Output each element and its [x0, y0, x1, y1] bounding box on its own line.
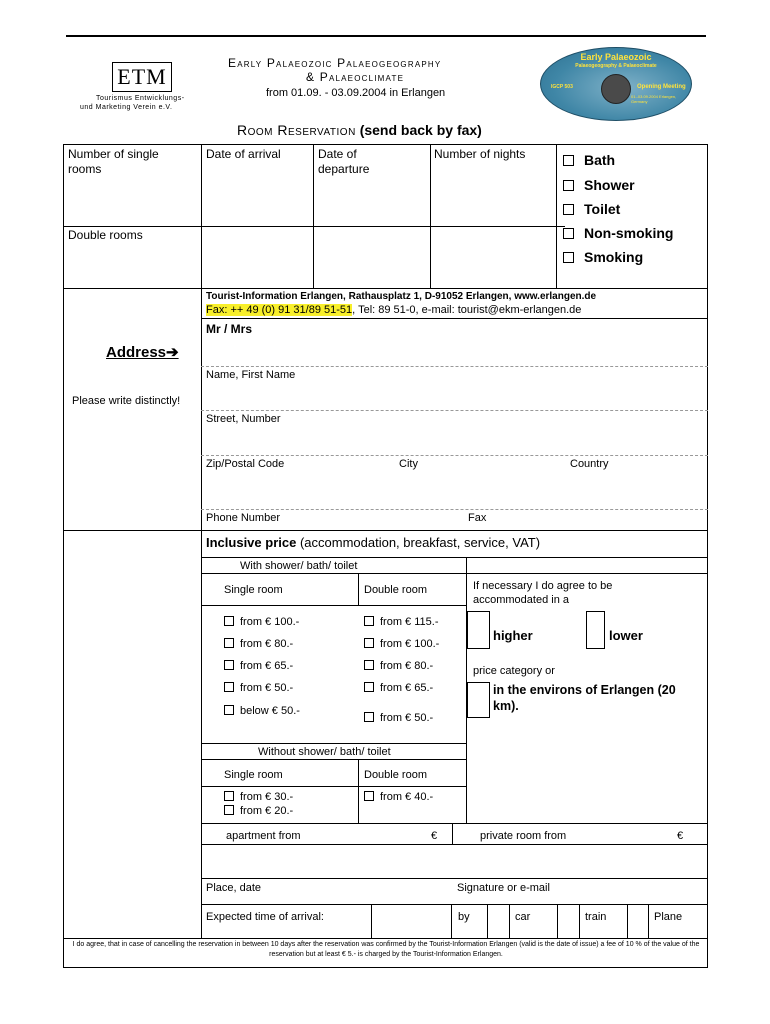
badge-subtitle: Palaeogeography & Palaeoclimate [575, 63, 657, 69]
private-room-field[interactable]: private room from [480, 830, 567, 842]
checkbox-icon [224, 791, 234, 801]
double-price-option[interactable] [364, 637, 439, 651]
double-price-option[interactable] [364, 790, 433, 804]
rule [63, 938, 708, 939]
option-label: below € 50.- [240, 705, 300, 717]
double-price-option[interactable] [364, 615, 439, 629]
option-label: from € 100.- [240, 616, 300, 628]
fax-line [206, 304, 581, 317]
fax-rest: , Tel: 89 51-0, e-mail: tourist@ekm-erlangen.de [352, 304, 582, 316]
checkbox-icon [563, 228, 574, 239]
departure-label: Date of departure [318, 147, 370, 176]
double-price-option[interactable] [364, 711, 433, 725]
rule [557, 904, 558, 938]
smoking-label: Smoking [584, 249, 644, 265]
environs-label: in the environs of Erlangen (20 km). [493, 683, 676, 713]
address-heading [106, 344, 179, 362]
euro-sign: € [677, 830, 684, 842]
price-category-text: price category or [473, 665, 555, 677]
price-title [206, 535, 540, 550]
conference-title-1: Early Palaeozoic Palaeogeography [228, 56, 442, 70]
rule [579, 904, 580, 938]
conference-title-2: & Palaeoclimate [306, 70, 405, 84]
phone-field[interactable]: Phone Number [206, 512, 280, 524]
single-price-option[interactable] [224, 804, 293, 818]
salutation: Mr / Mrs [206, 322, 253, 336]
checkbox-icon [224, 616, 234, 626]
rule [556, 144, 557, 288]
conference-badge [540, 47, 692, 121]
address-label: Address [106, 344, 167, 361]
checkbox-icon [224, 638, 234, 648]
double-price-option[interactable] [364, 681, 433, 695]
non-smoking-checkbox[interactable] [563, 225, 673, 241]
bath-checkbox[interactable] [563, 152, 615, 168]
checkbox-icon [224, 660, 234, 670]
checkbox-icon [224, 705, 234, 715]
form-title-suffix: (send back by fax) [359, 122, 482, 138]
rule [63, 226, 565, 227]
euro-sign: € [431, 830, 438, 842]
single-price-option[interactable] [224, 637, 293, 651]
org-line-1: Tourismus Entwicklungs- [96, 95, 185, 102]
checkbox-icon [364, 616, 374, 626]
smoking-checkbox[interactable] [563, 249, 643, 265]
org-line-2: und Marketing Verein e.V. [80, 104, 173, 111]
checkbox-icon [224, 805, 234, 815]
option-label: from € 30.- [240, 791, 294, 803]
name-field[interactable]: Name, First Name [206, 369, 296, 381]
single-price-option[interactable] [224, 681, 293, 695]
shower-checkbox[interactable] [563, 177, 635, 193]
fax-highlight: Fax: ++ 49 (0) 91 31/89 51-51 [206, 304, 353, 316]
rule [201, 823, 708, 824]
price-title-bold: Inclusive price [206, 535, 297, 550]
rule [452, 823, 453, 844]
lower-label: lower [609, 628, 643, 643]
rule [63, 530, 708, 531]
badge-left: IGCP 503 [551, 84, 573, 90]
signature-field[interactable]: Signature or e-mail [457, 882, 550, 894]
tourist-info-line: Tourist-Information Erlangen, Rathausplatz 1, D-91052 Erlangen, www.erlangen.de [206, 291, 597, 302]
with-header: With shower/ bath/ toilet [240, 560, 358, 572]
without-header: Without shower/ bath/ toilet [258, 746, 391, 758]
option-label: from € 80.- [380, 660, 434, 672]
checkbox-icon [563, 252, 574, 263]
checkbox-icon [364, 712, 374, 722]
checkbox-icon [563, 204, 574, 215]
double-room-header: Double room [364, 584, 427, 596]
rule [201, 144, 202, 938]
country-field[interactable]: Country [570, 458, 609, 470]
rule [430, 144, 431, 288]
zip-field[interactable]: Zip/Postal Code [206, 458, 285, 470]
option-label: from € 20.- [240, 805, 294, 817]
option-label: from € 80.- [240, 638, 294, 650]
agree-text: If necessary I do agree to be accommodated in a [473, 580, 613, 606]
form-title-main: Room Reservation [237, 122, 356, 138]
checkbox-icon [563, 180, 574, 191]
street-field[interactable]: Street, Number [206, 413, 281, 425]
rule [201, 557, 708, 558]
badge-right: Opening Meeting [637, 84, 686, 90]
arrival-time-label: Expected time of arrival: [206, 911, 324, 923]
rule [201, 318, 708, 319]
checkbox-icon [563, 155, 574, 166]
write-distinctly-note: Please write distinctly! [72, 395, 181, 407]
rule [358, 573, 359, 605]
non-smoking-label: Non-smoking [584, 225, 674, 241]
single-rooms-label: Number of single rooms [68, 147, 159, 176]
arrow-right-icon: ➔ [166, 344, 179, 361]
train-option[interactable]: train [585, 911, 607, 923]
double-room-header-2: Double room [364, 769, 427, 781]
double-rooms-label: Double rooms [68, 228, 143, 242]
rule [201, 904, 708, 905]
option-label: from € 50.- [380, 712, 434, 724]
option-label: from € 115.- [380, 616, 439, 628]
checkbox-icon [364, 682, 374, 692]
higher-checkbox[interactable] [467, 611, 490, 649]
cancellation-footnote: I do agree, that in case of cancelling the reservation in between 10 days after the reservation was confirmed by the Tourist-Information Erlangen (valid is the date of issue) a fee of 10 % of the value of the reservation but at least € 5.- is charged by the Tourist-Information Erlangen. [72, 941, 700, 958]
rule [201, 759, 467, 760]
option-label: from € 100.- [380, 638, 440, 650]
option-label: from € 65.- [240, 660, 294, 672]
option-label: from € 40.- [380, 791, 434, 803]
rule [63, 288, 708, 289]
toilet-checkbox[interactable] [563, 201, 620, 217]
rule [358, 759, 359, 823]
rule [371, 904, 372, 938]
rule [201, 878, 708, 879]
arrival-label: Date of arrival [206, 147, 281, 161]
rule [201, 366, 708, 367]
by-label: by [458, 911, 470, 923]
checkbox-icon [364, 791, 374, 801]
apartment-field[interactable]: apartment from [226, 830, 301, 842]
rule [313, 144, 314, 288]
rule [201, 509, 708, 510]
etm-logo: ETM [112, 62, 172, 92]
toilet-label: Toilet [584, 201, 621, 217]
top-rule [66, 35, 706, 37]
badge-title: Early Palaeozoic [580, 52, 652, 62]
car-option[interactable]: car [515, 911, 531, 923]
checkbox-icon [224, 682, 234, 692]
higher-label: higher [493, 628, 533, 643]
fax-field[interactable]: Fax [468, 512, 487, 524]
environs-checkbox[interactable] [467, 682, 490, 718]
single-price-option[interactable] [224, 615, 299, 629]
form-title [237, 122, 482, 138]
shower-label: Shower [584, 177, 635, 193]
rule [648, 904, 649, 938]
place-date-field[interactable]: Place, date [206, 882, 262, 894]
rule [509, 904, 510, 938]
rule [63, 144, 64, 968]
bath-label: Bath [584, 152, 616, 168]
rule [201, 455, 708, 456]
rule [63, 967, 708, 968]
plane-option[interactable]: Plane [654, 911, 683, 923]
rule [201, 410, 708, 411]
rule [201, 786, 467, 787]
checkbox-icon [364, 638, 374, 648]
price-title-rest: (accommodation, breakfast, service, VAT) [299, 535, 541, 550]
checkbox-icon [364, 660, 374, 670]
rule [201, 605, 467, 606]
double-price-option[interactable] [364, 659, 433, 673]
rule [451, 904, 452, 938]
city-field[interactable]: City [399, 458, 418, 470]
nights-label: Number of nights [434, 147, 526, 161]
conference-dates: from 01.09. - 03.09.2004 in Erlangen [266, 87, 446, 99]
rule [627, 904, 628, 938]
rule [201, 573, 708, 574]
rule [63, 144, 708, 145]
lower-checkbox[interactable] [586, 611, 605, 649]
option-label: from € 50.- [240, 682, 294, 694]
single-room-header: Single room [224, 584, 283, 596]
badge-globe-icon [601, 74, 631, 104]
rule [201, 743, 467, 744]
single-room-header-2: Single room [224, 769, 283, 781]
option-label: from € 65.- [380, 682, 434, 694]
single-price-option[interactable] [224, 659, 293, 673]
rule [201, 844, 708, 845]
rule [487, 904, 488, 938]
badge-bottom: 01.-03.09.2004 Erlangen, Germany [631, 94, 677, 104]
single-price-option[interactable] [224, 790, 293, 804]
single-price-option[interactable] [224, 704, 300, 718]
